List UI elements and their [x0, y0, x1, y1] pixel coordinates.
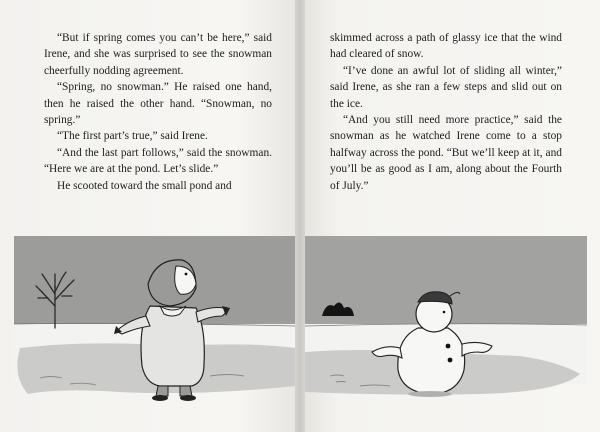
left-paragraph-3: “The first part’s true,” said Irene. [57, 130, 208, 143]
left-paragraph-1: “But if spring comes you can’t be here,” said Irene, and she was surprised to see the snowman cheerfully nodding agreement. [44, 32, 272, 77]
pond-illustration [0, 236, 600, 432]
right-paragraph-2: “I’ve done an awful lot of sliding all winter,” said Irene, as she ran a few steps and slid out on the ice. [330, 64, 562, 110]
left-paragraph-5: He scooted toward the small pond and [57, 179, 232, 192]
right-page-text [330, 30, 562, 194]
right-paragraph-1: skimmed across a path of glassy ice that the wind had cleared of snow. [330, 32, 562, 61]
left-paragraph-4: “And the last part follows,” said the snowman. “Here we are at the pond. Let’s slide.” [44, 146, 272, 176]
left-paragraph-2: “Spring, no snowman.” He raised one hand, then he raised the other hand. “Snowman, no spring.” [44, 81, 272, 127]
right-paragraph-3: “And you still need more practice,” said the snowman as he watched Irene come to a stop halfway across the pond. “But we’ll keep at it, and you’ll be as good as I am, along about the Fourth of July.” [330, 114, 562, 192]
left-page-text [44, 30, 272, 194]
